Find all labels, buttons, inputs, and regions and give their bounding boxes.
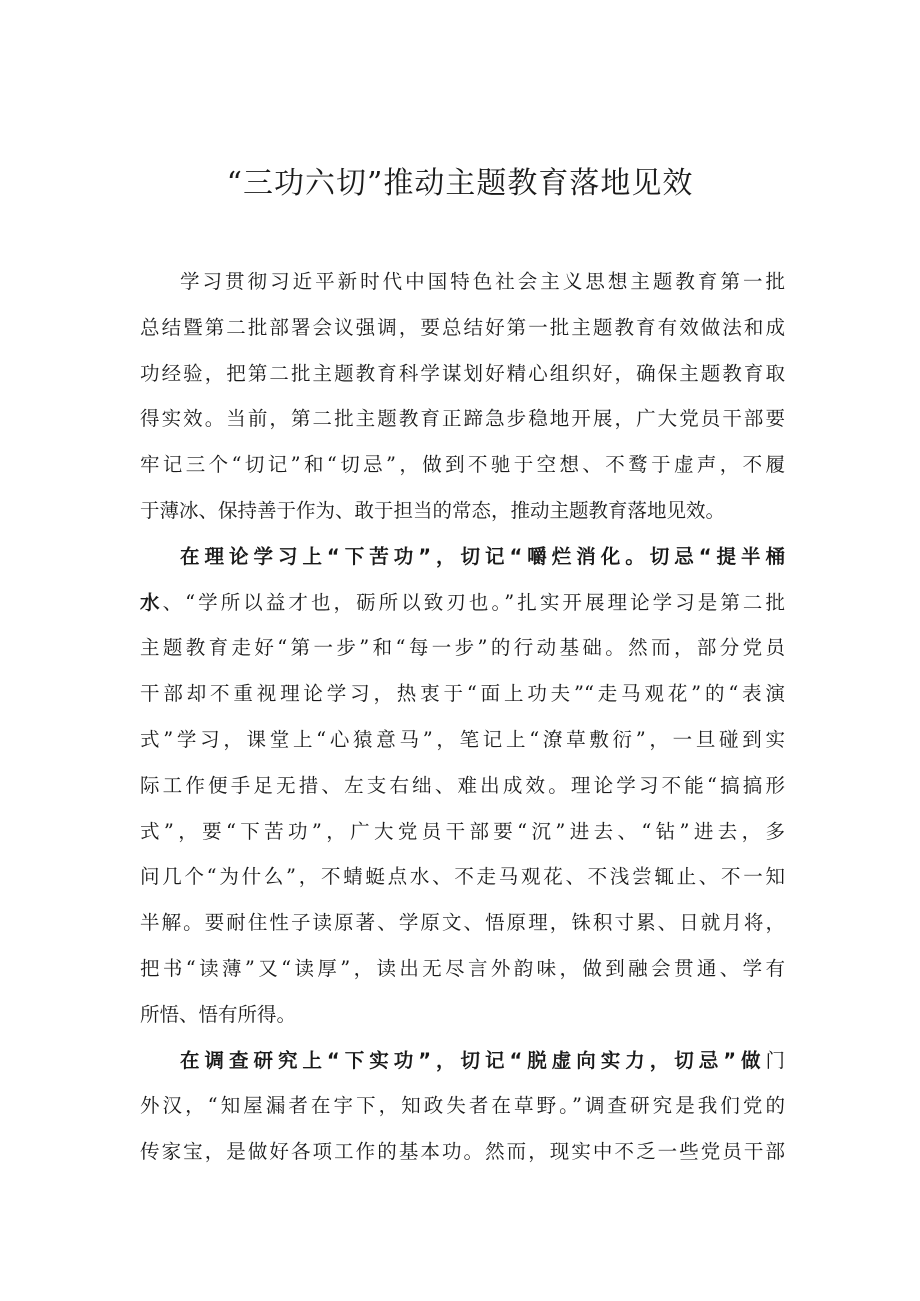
paragraph-2-line: 干部却不重视理论学习，热衷于“面上功夫”“走马观花”的“表演 xyxy=(140,682,785,706)
paragraph-2-line-rest: 、“学所以益才也，砺所以致刃也。”扎实开展理论学习是第二批 xyxy=(162,590,785,614)
document-title: “三功六切”推动主题教育落地见效 xyxy=(226,166,694,201)
paragraph-2-line xyxy=(140,585,785,631)
paragraph-1-line: 学习贯彻习近平新时代中国特色社会主义思想主题教育第一批 xyxy=(180,270,785,293)
paragraph-1-line: 得实效。当前，第二批主题教育正蹄急步稳地开展，广大党员干部要 xyxy=(140,407,785,431)
paragraph-2-line: 把书“读薄”又“读厚”，读出无尽言外韵味，做到融会贯通、学有 xyxy=(140,956,785,980)
paragraph-2-heading: 在理论学习上“下苦功”，切记“嚼烂消化。切忌“提半桶 xyxy=(180,544,785,568)
paragraph-2-line: 式”，要“下苦功”，广大党员干部要“沉”进去、“钻”进去，多 xyxy=(140,819,785,843)
paragraph-1-line: 于薄冰、保持善于作为、敢于担当的常态，推动主题教育落地见效。 xyxy=(140,498,726,522)
paragraph-3-line: 传家宝，是做好各项工作的基本功。然而，现实中不乏一些党员干部 xyxy=(140,1140,785,1164)
paragraph-1-line: 功经验，把第二批主题教育科学谋划好精心组织好，确保主题教育取 xyxy=(140,361,785,385)
paragraph-2-line: 半解。要耐住性子读原著、学原文、悟原理，铢积寸累、日就月将， xyxy=(140,911,785,935)
paragraph-2-line: 主题教育走好“第一步”和“每一步”的行动基础。然而，部分党员 xyxy=(140,636,785,660)
paragraph-3-heading-rest: 门 xyxy=(765,1048,785,1072)
paragraph-2-line: 式”学习，课堂上“心猿意马”，笔记上“潦草敷衍”，一旦碰到实 xyxy=(140,727,785,751)
paragraph-2-line: 际工作便手足无措、左支右绌、难出成效。理论学习不能“搞搞形 xyxy=(140,773,785,797)
paragraph-2-line: 所悟、悟有所得。 xyxy=(140,1002,297,1026)
document-body xyxy=(140,264,785,1180)
paragraph-3-line: 外汉，“知屋漏者在宇下，知政失者在草野。”调查研究是我们党的 xyxy=(140,1094,785,1118)
paragraph-2-bold-char: 水 xyxy=(140,590,163,614)
paragraph-2-line: 问几个“为什么”，不蜻蜓点水、不走马观花、不浅尝辄止、不一知 xyxy=(140,865,785,889)
paragraph-1-line: 总结暨第二批部署会议强调，要总结好第一批主题教育有效做法和成 xyxy=(140,315,785,339)
paragraph-3-heading xyxy=(140,1043,785,1089)
paragraph-1-line: 牢记三个“切记”和“切忌”，做到不驰于空想、不鹜于虚声，不履 xyxy=(140,453,785,477)
paragraph-3-heading-bold: 在调查研究上“下实功”，切记“脱虚向实力，切忌”做 xyxy=(180,1048,766,1072)
